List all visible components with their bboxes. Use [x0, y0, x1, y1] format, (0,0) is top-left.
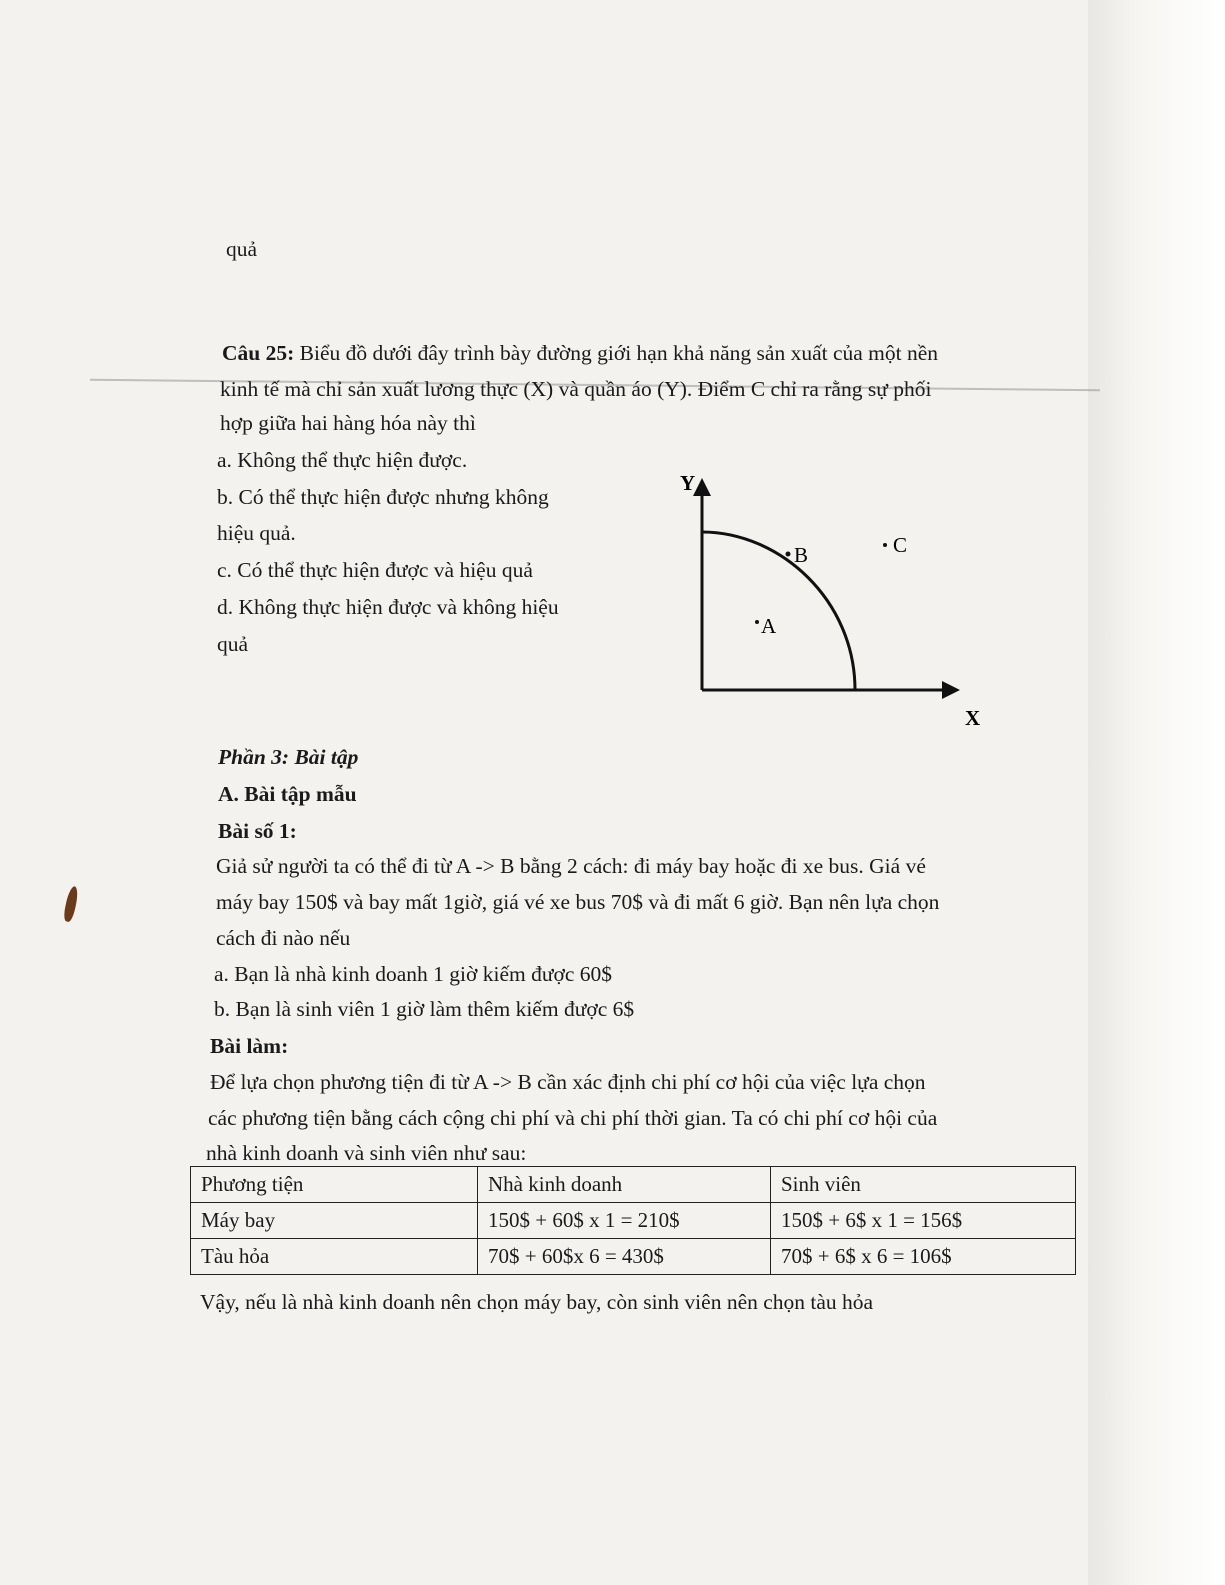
option-d-cont: quả: [217, 632, 249, 656]
solution-line-3: nhà kinh doanh và sinh viên như sau:: [206, 1141, 527, 1165]
question-line-1: [222, 340, 938, 366]
option-d: d. Không thực hiện được và không hiệu: [217, 595, 559, 619]
question-label: Câu 25:: [222, 341, 295, 365]
x-axis-arrow: [942, 681, 960, 699]
table-header-row: [191, 1167, 1076, 1203]
point-b-label: B: [794, 543, 809, 567]
table-cell: 70$ + 60$x 6 = 430$: [478, 1239, 771, 1275]
ppf-diagram: [660, 470, 1000, 730]
ppf-curve: [702, 532, 855, 690]
option-a: a. Không thể thực hiện được.: [217, 448, 468, 472]
table-header-cell: Sinh viên: [771, 1167, 1076, 1203]
point-c-dot: [883, 543, 887, 547]
y-axis-arrow: [693, 478, 711, 496]
ink-blot: [62, 885, 79, 922]
question-text-1: Biểu đồ dưới đây trình bày đường giới hạn khả năng sản xuất của một nền: [294, 341, 939, 365]
x-axis-label: X: [965, 706, 981, 730]
cost-table: [190, 1166, 1076, 1275]
point-b-dot: [786, 552, 791, 557]
exercise-title: Bài số 1:: [218, 819, 297, 843]
problem-line-3: cách đi nào nếu: [216, 926, 351, 950]
problem-part-a: a. Bạn là nhà kinh doanh 1 giờ kiếm được 60$: [214, 962, 613, 986]
section-title: Phần 3: Bài tập: [218, 745, 359, 769]
point-a-dot: [755, 620, 759, 624]
y-axis-label: Y: [680, 471, 696, 495]
problem-part-b: b. Bạn là sinh viên 1 giờ làm thêm kiếm được 6$: [214, 997, 635, 1021]
option-c: c. Có thể thực hiện được và hiệu quả: [217, 558, 533, 582]
question-line-2: kinh tế mà chỉ sản xuất lương thực (X) và quần áo (Y). Điểm C chỉ ra rằng sự phối: [220, 377, 932, 401]
table-row: [191, 1203, 1076, 1239]
table-header-cell: Nhà kinh doanh: [478, 1167, 771, 1203]
option-b-cont: hiệu quả.: [217, 521, 296, 545]
solution-title: Bài làm:: [210, 1034, 289, 1058]
conclusion: Vậy, nếu là nhà kinh doanh nên chọn máy bay, còn sinh viên nên chọn tàu hỏa: [200, 1290, 874, 1314]
table-cell: 150$ + 60$ x 1 = 210$: [478, 1203, 771, 1239]
table-row: [191, 1239, 1076, 1275]
section-subtitle: A. Bài tập mẫu: [218, 782, 357, 806]
problem-line-1: Giả sử người ta có thể đi từ A -> B bằng 2 cách: đi máy bay hoặc đi xe bus. Giá vé: [216, 854, 926, 878]
solution-line-2: các phương tiện bằng cách cộng chi phí và chi phí thời gian. Ta có chi phí cơ hội của: [208, 1106, 938, 1130]
question-line-3: hợp giữa hai hàng hóa này thì: [220, 411, 476, 435]
table-cell: 150$ + 6$ x 1 = 156$: [771, 1203, 1076, 1239]
table-cell: 70$ + 6$ x 6 = 106$: [771, 1239, 1076, 1275]
top-fragment: quả: [226, 237, 258, 261]
table-cell: Tàu hỏa: [191, 1239, 478, 1275]
option-b: b. Có thể thực hiện được nhưng không: [217, 485, 549, 509]
table-header-cell: Phương tiện: [191, 1167, 478, 1203]
page-edge-shadow: [1088, 0, 1225, 1585]
point-a-label: A: [761, 614, 777, 638]
point-c-label: C: [893, 533, 908, 557]
problem-line-2: máy bay 150$ và bay mất 1giờ, giá vé xe bus 70$ và đi mất 6 giờ. Bạn nên lựa chọn: [216, 890, 940, 914]
solution-line-1: Để lựa chọn phương tiện đi từ A -> B cần xác định chi phí cơ hội của việc lựa chọn: [210, 1070, 926, 1094]
table-cell: Máy bay: [191, 1203, 478, 1239]
